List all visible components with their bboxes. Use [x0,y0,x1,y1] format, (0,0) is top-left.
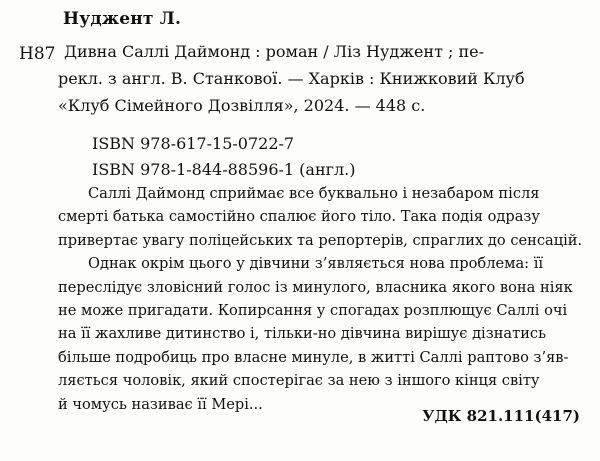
author-heading: Нуджент Л. [63,9,182,29]
annotation-line: привертає увагу поліцейських та репортерів, спраглих до сенсацій. [58,231,583,249]
annotation-line: переслідує зловісний голос із минулого, власника якого вона ніяк [58,278,573,296]
annotation-line: Саллі Даймонд сприймає все буквально і незабаром після [88,185,540,202]
annotation-line: на її жахливе дитинство і, тільки-но дівчина вирішує дізнатись [58,325,547,343]
title-line: «Клуб Сімейного Дозвілля», 2024. — 448 с. [58,96,426,115]
author-sign: Н87 [19,44,56,64]
title-line: Дивна Саллі Даймонд : роман / Ліз Нуджент ; пе- [64,42,485,61]
isbn-line: ISBN 978-617-15-0722-7 [92,134,295,153]
bibliographic-description [58,38,588,119]
udc-code: УДК 821.111(417) [422,407,580,425]
isbn-line: ISBN 978-1-844-88596-1 (англ.) [92,160,356,179]
annotation-line: Однак окрім цього у дівчини з’являється нова проблема: її [88,255,544,273]
annotation-line: й чомусь називає її Мері... [58,395,263,413]
annotation-line: смерті батька самостійно спалює його тіло. Така подія одразу [58,208,540,226]
title-line: рекл. з англ. В. Станкової. — Харків : Книжковий Клуб [58,69,525,88]
annotation [58,182,588,416]
annotation-line: більше подробиць про власне минуле, в житті Саллі раптово з’яв- [58,348,569,366]
annotation-line: не може пригадати. Копирсання у спогадах розплющує Саллі очі [58,301,568,319]
annotation-line: ляється чоловік, який спостерігає за нею з іншого кінця світу [58,372,540,390]
isbn-block [92,131,356,183]
